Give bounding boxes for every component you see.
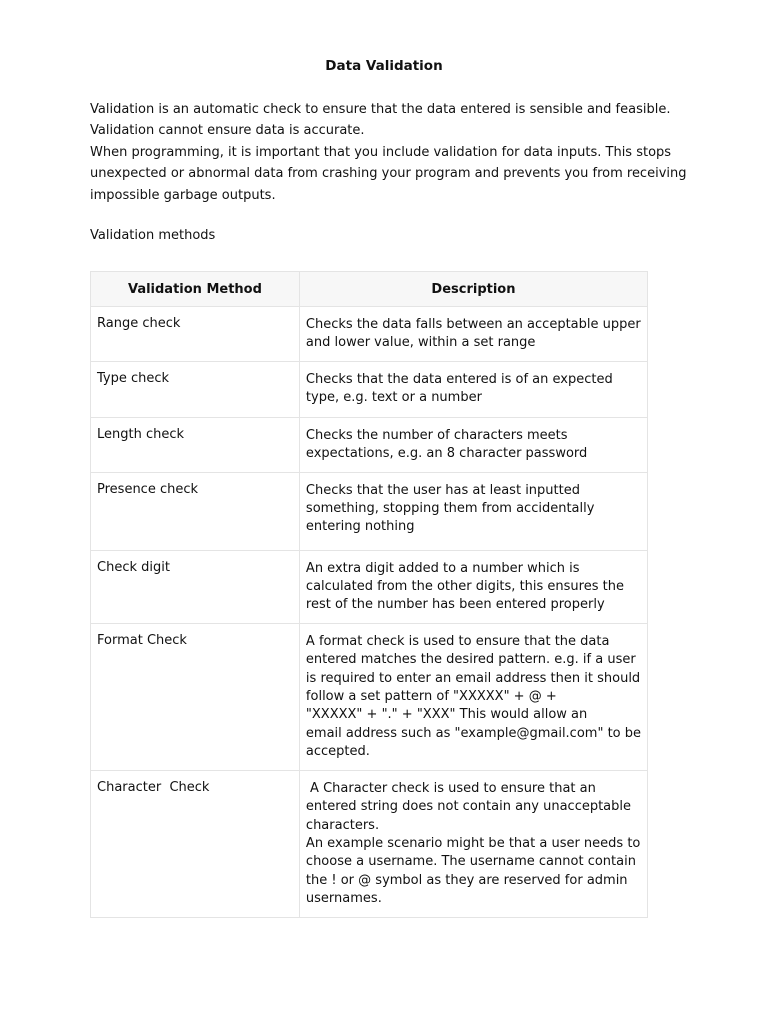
description-line: Checks the data falls between an acceptable upper bbox=[305, 317, 641, 332]
description-cell bbox=[300, 624, 647, 770]
description-line: entered string does not contain any unacceptable bbox=[305, 799, 632, 815]
table-row bbox=[91, 624, 647, 770]
description-line: entered matches the desired pattern. e.g. if a user bbox=[305, 652, 636, 668]
table-row bbox=[91, 473, 647, 550]
description-line: rest of the number has been entered properly bbox=[305, 597, 605, 613]
description-line: An example scenario might be that a user needs to bbox=[305, 835, 641, 851]
description-cell bbox=[300, 418, 647, 472]
table-row bbox=[91, 307, 647, 361]
description-line: entering nothing bbox=[305, 519, 415, 535]
intro-line: unexpected or abnormal data from crashing your program and prevents you from receiving bbox=[90, 166, 687, 182]
intro-paragraph bbox=[90, 99, 690, 206]
table-row bbox=[91, 418, 647, 472]
description-line: An extra digit added to a number which is bbox=[305, 560, 580, 576]
description-line: is required to enter an email address then it should bbox=[305, 670, 641, 686]
description-line: Checks that the user has at least inputted bbox=[305, 482, 580, 498]
description-line: Checks the number of characters meets bbox=[305, 427, 568, 443]
description-line: email address such as "example@gmail.com" to be bbox=[305, 725, 641, 741]
method-cell: Format Check bbox=[91, 624, 299, 770]
intro-line: impossible garbage outputs. bbox=[90, 187, 276, 203]
method-cell: Type check bbox=[91, 362, 299, 417]
description-line: characters. bbox=[305, 817, 380, 833]
description-line: A format check is used to ensure that the data bbox=[305, 633, 610, 649]
description-line: calculated from the other digits, this ensures the bbox=[305, 579, 624, 595]
description-line: accepted. bbox=[305, 744, 370, 760]
description-cell bbox=[300, 307, 647, 361]
description-line: the ! or @ symbol as they are reserved for admin bbox=[305, 872, 628, 888]
header-validation-method: Validation Method bbox=[91, 272, 299, 306]
table-row bbox=[91, 771, 647, 917]
description-line: something, stopping them from accidentally bbox=[305, 501, 595, 517]
page-title: Data Validation bbox=[325, 58, 443, 74]
description-cell bbox=[300, 771, 647, 917]
description-line: "XXXXX" + "." + "XXX" This would allow an bbox=[305, 707, 588, 723]
header-description: Description bbox=[300, 272, 647, 306]
table-row bbox=[91, 551, 647, 623]
description-cell bbox=[300, 473, 647, 550]
description-cell bbox=[300, 362, 647, 417]
table-header-row bbox=[91, 272, 647, 306]
method-cell: Character Check bbox=[91, 771, 299, 917]
description-line: choose a username. The username cannot contain bbox=[305, 854, 636, 870]
method-cell: Length check bbox=[91, 418, 299, 472]
section-label: Validation methods bbox=[90, 228, 216, 243]
intro-line: When programming, it is important that you include validation for data inputs. This stops bbox=[90, 144, 672, 160]
description-line: Checks that the data entered is of an expected bbox=[305, 371, 613, 387]
intro-line: Validation cannot ensure data is accurate. bbox=[90, 123, 365, 139]
validation-methods-table bbox=[90, 271, 648, 918]
description-line: type, e.g. text or a number bbox=[305, 390, 482, 406]
method-cell: Range check bbox=[91, 307, 299, 361]
method-cell: Check digit bbox=[91, 551, 299, 623]
description-line: and lower value, within a set range bbox=[305, 335, 536, 351]
description-line: follow a set pattern of "XXXXX" + @ + bbox=[305, 689, 557, 705]
method-cell: Presence check bbox=[91, 473, 299, 550]
table-row bbox=[91, 362, 647, 417]
description-line: expectations, e.g. an 8 character password bbox=[305, 446, 588, 462]
intro-line: Validation is an automatic check to ensure that the data entered is sensible and feasible. bbox=[90, 102, 671, 117]
description-cell bbox=[300, 551, 647, 623]
description-line: usernames. bbox=[305, 891, 382, 907]
description-line: A Character check is used to ensure that an bbox=[305, 780, 596, 796]
